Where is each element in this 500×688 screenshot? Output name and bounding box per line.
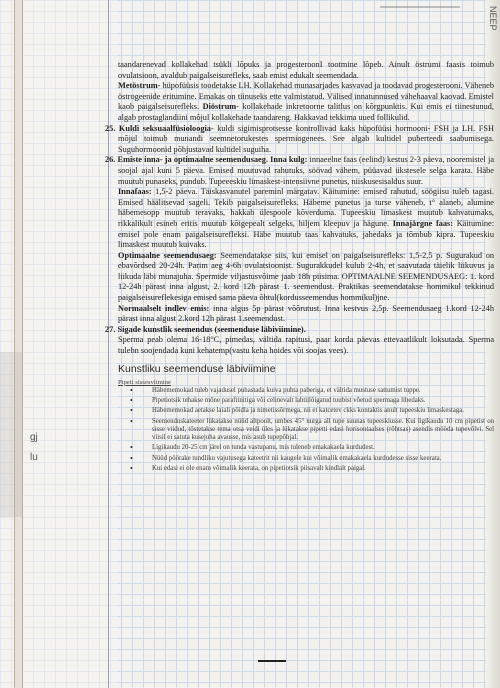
list-item: • Seemenduskateeter lükatakse nüüd altpoolt, umbes 45° nurga all tupe suunas tupeeskiusse. Kui ligikaudu 10 cm pipetist on sisse viidud, tõstetakse tema otsa veidi üles ja lükatakse pipetti edasi horisontaalses (rõhtsas) asendis mööda tupevõlvi. Sel viisil ei satuta kusejuha avausse, mis asub tupepõhjal. [118, 418, 494, 443]
binder-ribbon [14, 0, 23, 688]
list-item: • Häbememokad tuleb vajadusel puhastada kuiva puhta paberiga, et vältida mustuse sattumist tuppe. [118, 387, 494, 395]
corner-mark: NEEP [488, 6, 498, 31]
optimal-paragraph [118, 251, 494, 304]
list-item: • Pipetiotsik tehakse mõne parafiinitiga või celinevalt lahtiilõigatud tuubist võetud spermaga libedaks. [118, 397, 494, 405]
optimal-label: Optimaalne seemendusaeg: [118, 250, 217, 260]
section-26 [105, 155, 495, 187]
diostrum-label: Diöstrum [202, 102, 237, 112]
footer-mark [258, 660, 286, 662]
innajargne-text: Käitumine: emisel pole enam paigalseisurefleksi. Häbe muutub taas kahvatuks, jahedaks ja tõmbub kipra. Tupeeskiu limaskest muutub kuivaks. [118, 218, 495, 250]
diostrum-text: - kollakehade inkretoorne talitlus on kõrgpunktis. Kui emis ei tiinestunud, algab prostaglandiini mõjul kollakehade taandareng. Hakkavad tekkima uued follikulid. [118, 102, 494, 122]
innajargne-label: Innajärgne faas: [392, 218, 454, 228]
margin-note-2: lu [30, 452, 38, 463]
optimal-text: Seemendatakse siis, kui emisel on paigalseisurefleks: 1,5-2,5 p. Sugurakud on ebavõrdsed 20-24h. Parim aeg 4-6h ovulatsioonist. Sugurakkudel kulub 2-4h, et saavutada täielik liikuvus ja liikuda läbi munajuha. Spermide viljastusvõime jaab 18h piisima. OPTIMAALNE SEEMENDUSAEG: 1. kord 12-24h pärast inna algust, 2. kord 12h pärast 1. seemendust. Praktikas seemendatakse hommikul tekkinud paigalseisureflekesiga emised sama päeva õhtul(kordusseemendus hommikul)jne. [118, 250, 495, 303]
normal-label: Normaalselt indlev emis: [118, 303, 210, 313]
intro-paragraph: taandarenevad kollakehad tsükli lõpuks ja progesteroonI tootmine lõpeb. Ainult östrumi faasis toimub ovulatsioon, avaldub paigalseisurefleks, saab emist edukalt seemendada. [118, 60, 494, 80]
innafaas-text: 1,5-2 päeva. Täiskasvanutel pareminl märgatav. Käitumine: emised rahutud, söögiisu tuleb tagasi. Emised häälitsevad sageli. Tekib paigalseisurefleks. Häbeme punetus ja turse väheneb, t° alaneb, alumine häbemesopp muutub teravaks, hakkab ülespoole kõverduma. Tupeeskiu limaskest muutub kahvatumaks, rikkalikult esineb eritis muutub kõigepealt selgeks, hiljem kleepuv ja hägune. [118, 187, 495, 228]
page-edge-line [108, 0, 109, 688]
normal-paragraph [118, 304, 494, 325]
ai-procedure-heading: Kunstliku seemenduse läbiviimine [118, 362, 276, 375]
list-item: • Ligikaudu 20-25 cm järel on tunda vastupanu, mis tuleneb emakakaela kurdudest. [118, 444, 494, 452]
normal-text: inna algus 5p pärast võõrutust. Inna kestvus 2,5p. Seemendusaeg 1.kord 12-24h pärast inna algust 2.kord 12h pärast 1.seemendust. [118, 303, 494, 324]
section-27-title: Sigade kunstlik seemendus (seemenduse läbiviimine). [117, 324, 306, 334]
document-body [105, 60, 495, 475]
innafaas-paragraph [118, 187, 494, 251]
list-item: • Kui edasi ei ole enam võimalik keerata, on pipetiotsik piisavalt kindlalt paigal. [118, 465, 494, 473]
section-25-text: - kuldi sigimisprotsesse kontrollivad kaks hüpofüüsi hormooni- FSH ja LH. FSH mõjul toimub munandi seemnetorukestes spermiogenees. See algab kultidel puberteedi saabumisega. Suguhormoonid põhjustavad kultidel suguiha. [118, 123, 494, 154]
list-item: • Nüüd pöörake tundliku vajutusega kateetrit nii kaugele kui võimalik emakakaela kurdudesse sisse keerata. [118, 455, 494, 463]
section-25-title: Kuldi seksuaalfüsioloogia [118, 123, 211, 133]
list-item: • Häbememokad aetakse laiali põidla ja nimetissõrmega, nii et katcetev ckks kontaktis anult tupeeskiu limaskestaga. [118, 407, 494, 415]
ai-procedure-subheading: Pipeti sissesviimine [118, 378, 171, 386]
metostrum-text: - hüpofüüsis toodetakse LH. Kollakehad munasarjades kasvavad ja toodavad progesterooni. Väheneb östrogeenide eritumine. Emakas on tiinuseks ette valmistatud. Välised innatunnused vähehaaval kaovad. Emistel kaob paigalseisurefleks. [118, 81, 494, 112]
section-25-number: 25. [105, 123, 116, 133]
section-26-number: 26. [105, 155, 116, 165]
section-25 [105, 123, 494, 156]
scan-mark [380, 6, 460, 16]
scan-shadow [0, 352, 22, 517]
ai-procedure-list [118, 387, 494, 474]
section-27 [105, 324, 494, 336]
section-26-text: innaeelne faas (eelind) kestus 2-3 päeva, nooremistel ja soojal ajal kuni 5 päeva. Emised muutuvad rahutuks, söövad vähem, püüavad ükstesele selga karata. Häbe muutub punaseks, pundub. Tupeeeskiu limaskest-intensiivne punetus, niiskusesisaldus suur. [118, 155, 495, 186]
margin-note-1: gj [30, 432, 38, 443]
section-27-text: Sperma peab olema 16-18°C, pimedas, vältida rapitusi, paar korda päevas ettevaatlikult loksutada. Sperma tulebn soojendada kuni kehatemp(vastu keha hoides või soojas vees). [118, 335, 494, 356]
metostrum-paragraph [118, 81, 494, 123]
innafaas-label: Innafaas: [118, 187, 152, 197]
section-27-number: 27. [105, 324, 116, 334]
metostrum-label: Metöstrum [118, 81, 158, 91]
section-26-title: Emiste inna- ja optimaalne seemendusaeg. Inna kulg: [117, 155, 308, 165]
